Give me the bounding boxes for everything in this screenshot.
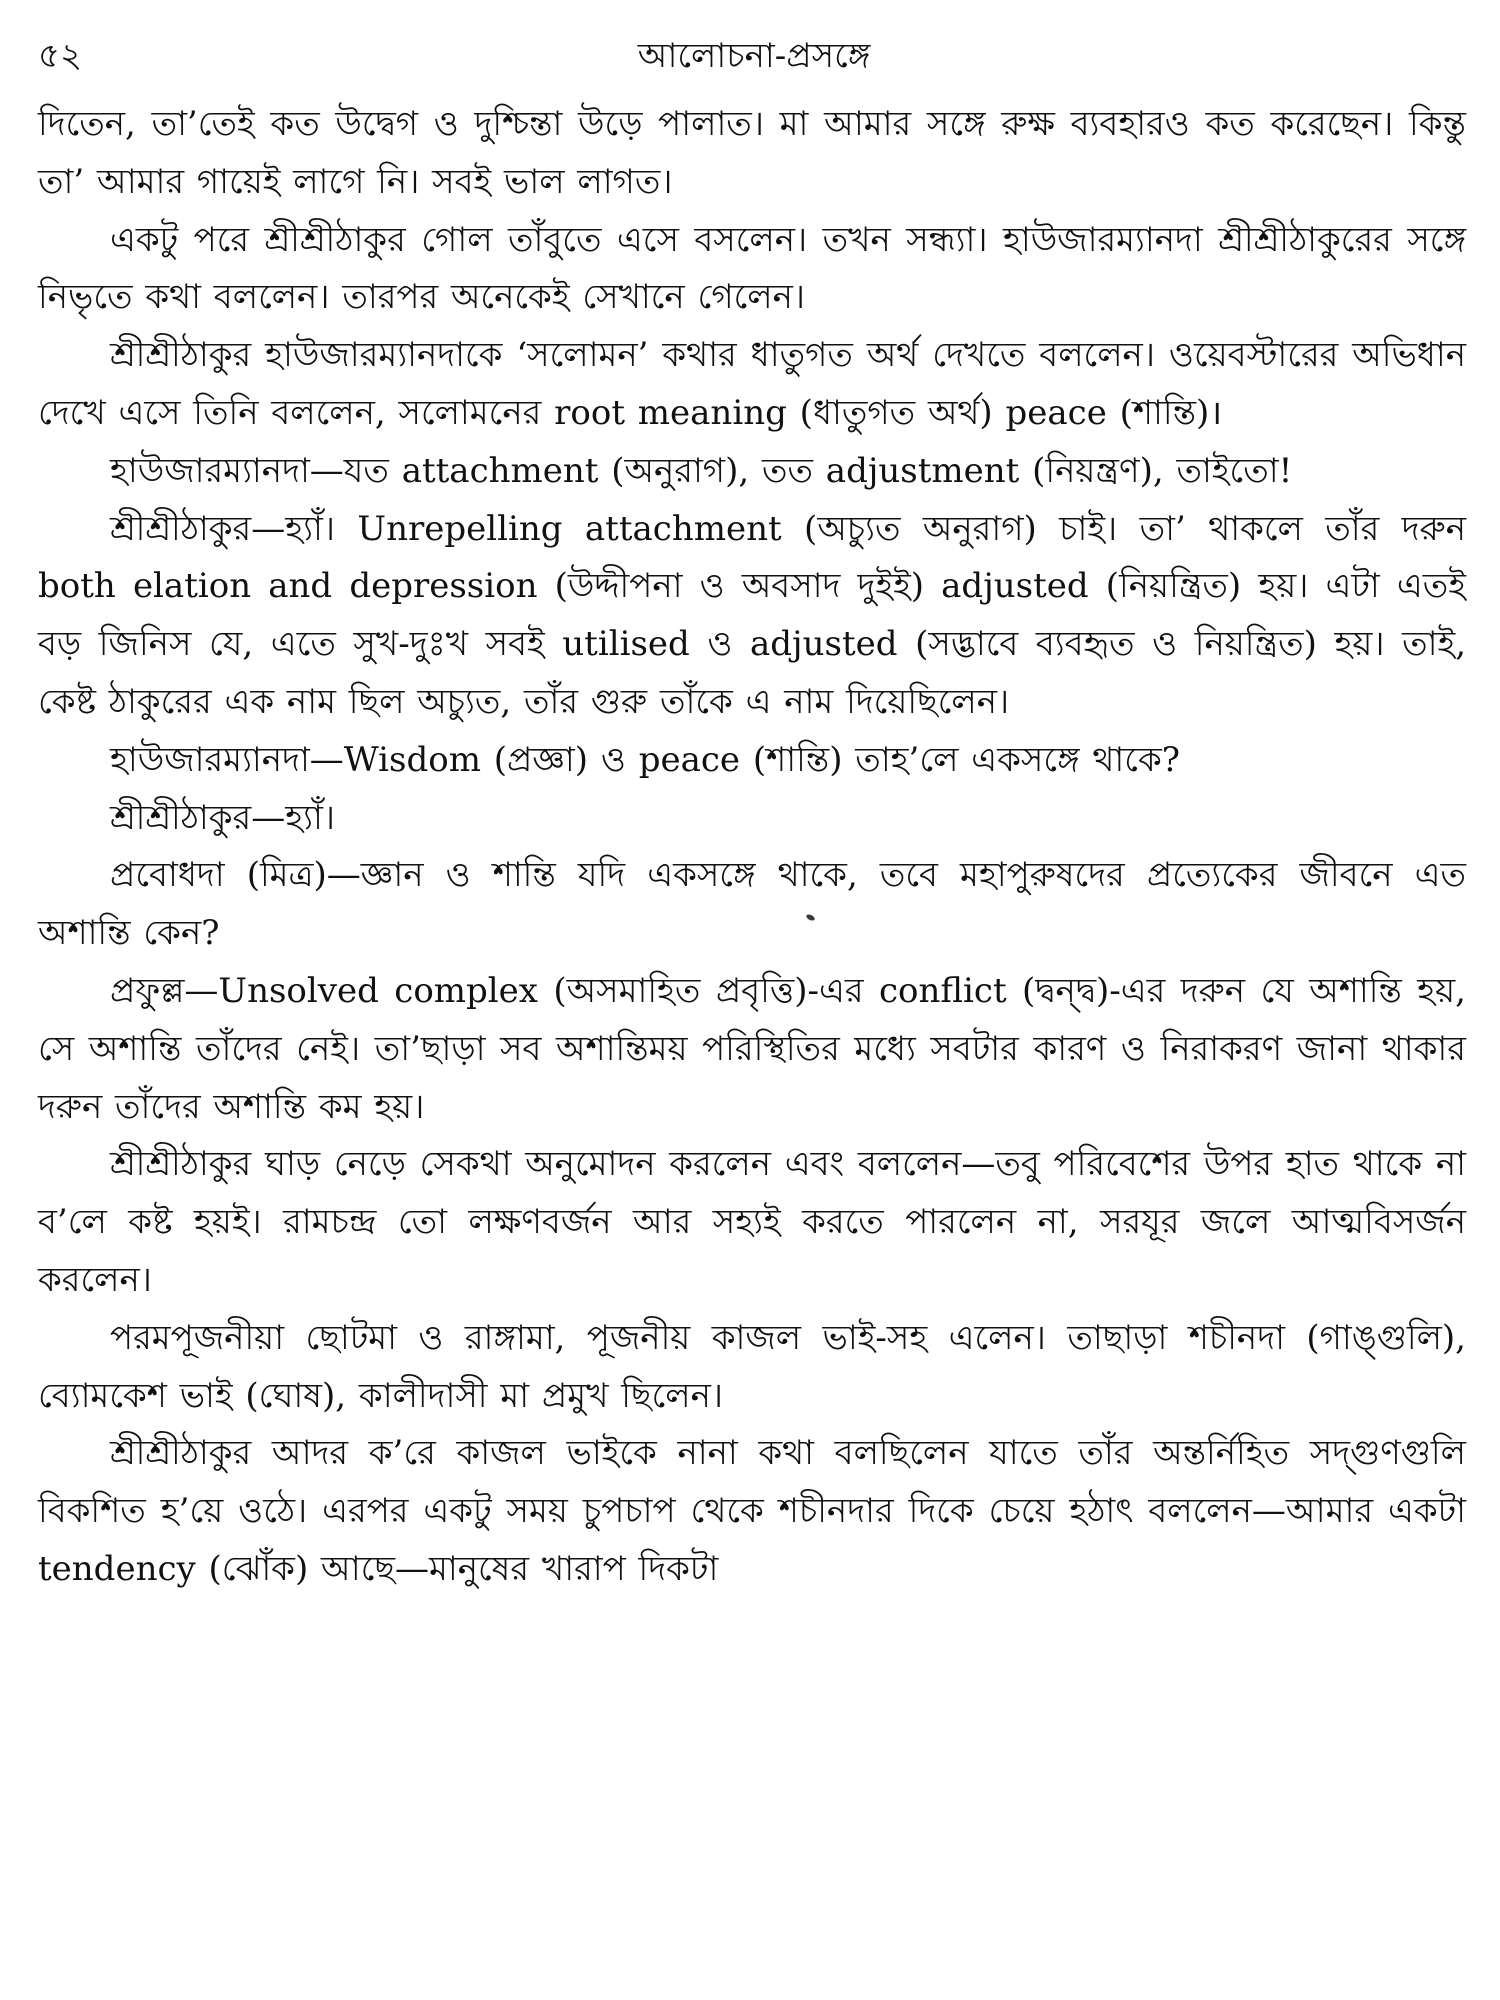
paragraph: প্রবোধদা (মিত্র)—জ্ঞান ও শান্তি যদি একসঙ্গে থাকে, তবে মহাপুরুষদের প্রত্যেকের জীবনে এত অশান্তি কেন?: [38, 855, 1466, 954]
paragraph: দিতেন, তা’তেই কত উদ্বেগ ও দুশ্চিন্তা উড়ে পালাত। মা আমার সঙ্গে রুক্ষ ব্যবহারও কত করেছেন। কিন্তু তা’ আমার গায়েই লাগে নি। সবই ভাল লাগত।: [38, 104, 1466, 202]
paragraph: শ্রীশ্রীঠাকুর আদর ক’রে কাজল ভাইকে নানা কথা বলছিলেন যাতে তাঁর অন্তর্নিহিত সদ্‌গুণগুলি বিকশিত হ’য়ে ওঠে। এরপর একটু সময় চুপচাপ থেকে শচীনদার দিকে চেয়ে হঠাৎ বললেন—আমার একটা tendency (ঝোঁক) আছে—মানুষের খারাপ দিকটা: [38, 1433, 1466, 1589]
paragraph: শ্রীশ্রীঠাকুর ঘাড় নেড়ে সেকথা অনুমোদন করলেন এবং বললেন—তবু পরিবেশের উপর হাত থাকে না ব’লে কষ্ট হয়ই। রামচন্দ্র তো লক্ষণবর্জন আর সহ্যই করতে পারলেন না, সরযূর জলে আত্মবিসর্জন করলেন।: [38, 1144, 1466, 1300]
paragraph: শ্রীশ্রীঠাকুর হাউজারম্যানদাকে ‘সলোমন’ কথার ধাতুগত অর্থ দেখতে বললেন। ওয়েবস্টারের অভিধান দেখে এসে তিনি বললেন, সলোমনের root meaning (ধাতুগত অর্থ) peace (শান্তি)।: [38, 335, 1466, 433]
body-text: [38, 96, 1466, 1599]
paragraph: শ্রীশ্রীঠাকুর—হ্যাঁ। Unrepelling attachment (অচ্যুত অনুরাগ) চাই। তা’ থাকলে তাঁর দরুন both elation and depression (উদ্দীপনা ও অবসাদ দুইই) adjusted (নিয়ন্ত্রিত) হয়। এটা এতই বড় জিনিস যে, এতে সুখ-দুঃখ সবই utilised ও adjusted (সদ্ভাবে ব্যবহৃত ও নিয়ন্ত্রিত) হয়। তাই, কেষ্ট ঠাকুরের এক নাম ছিল অচ্যুত, তাঁর গুরু তাঁকে এ নাম দিয়েছিলেন।: [38, 508, 1466, 722]
paragraph: হাউজারম্যানদা—যত attachment (অনুরাগ), তত adjustment (নিয়ন্ত্রণ), তাইতো!: [110, 450, 1293, 491]
paragraph: হাউজারম্যানদা—Wisdom (প্রজ্ঞা) ও peace (শান্তি) তাহ’লে একসঙ্গে থাকে?: [110, 739, 1180, 780]
paragraph: পরমপূজনীয়া ছোটমা ও রাঙ্গামা, পূজনীয় কাজল ভাই-সহ এলেন। তাছাড়া শচীনদা (গাঙ্গুলি), ব্যোমকেশ ভাই (ঘোষ), কালীদাসী মা প্রমুখ ছিলেন।: [38, 1317, 1466, 1416]
paragraph: একটু পরে শ্রীশ্রীঠাকুর গোল তাঁবুতে এসে বসলেন। তখন সন্ধ্যা। হাউজারম্যানদা শ্রীশ্রীঠাকুরের সঙ্গে নিভৃতে কথা বললেন। তারপর অনেকেই সেখানে গেলেন।: [38, 219, 1466, 318]
paragraph: শ্রীশ্রীঠাকুর—হ্যাঁ।: [110, 797, 336, 838]
paragraph: প্রফুল্ল—Unsolved complex (অসমাহিত প্রবৃত্তি)-এর conflict (দ্বন্দ্ব)-এর দরুন যে অশান্তি হয়, সে অশান্তি তাঁদের নেই। তা’ছাড়া সব অশান্তিময় পরিস্থিতির মধ্যে সবটার কারণ ও নিরাকরণ জানা থাকার দরুন তাঁদের অশান্তি কম হয়।: [38, 970, 1466, 1127]
page-number: ৫২: [38, 36, 83, 76]
page-header: [38, 28, 1470, 88]
running-title: আলোচনা-প্রসঙ্গে: [637, 36, 871, 76]
